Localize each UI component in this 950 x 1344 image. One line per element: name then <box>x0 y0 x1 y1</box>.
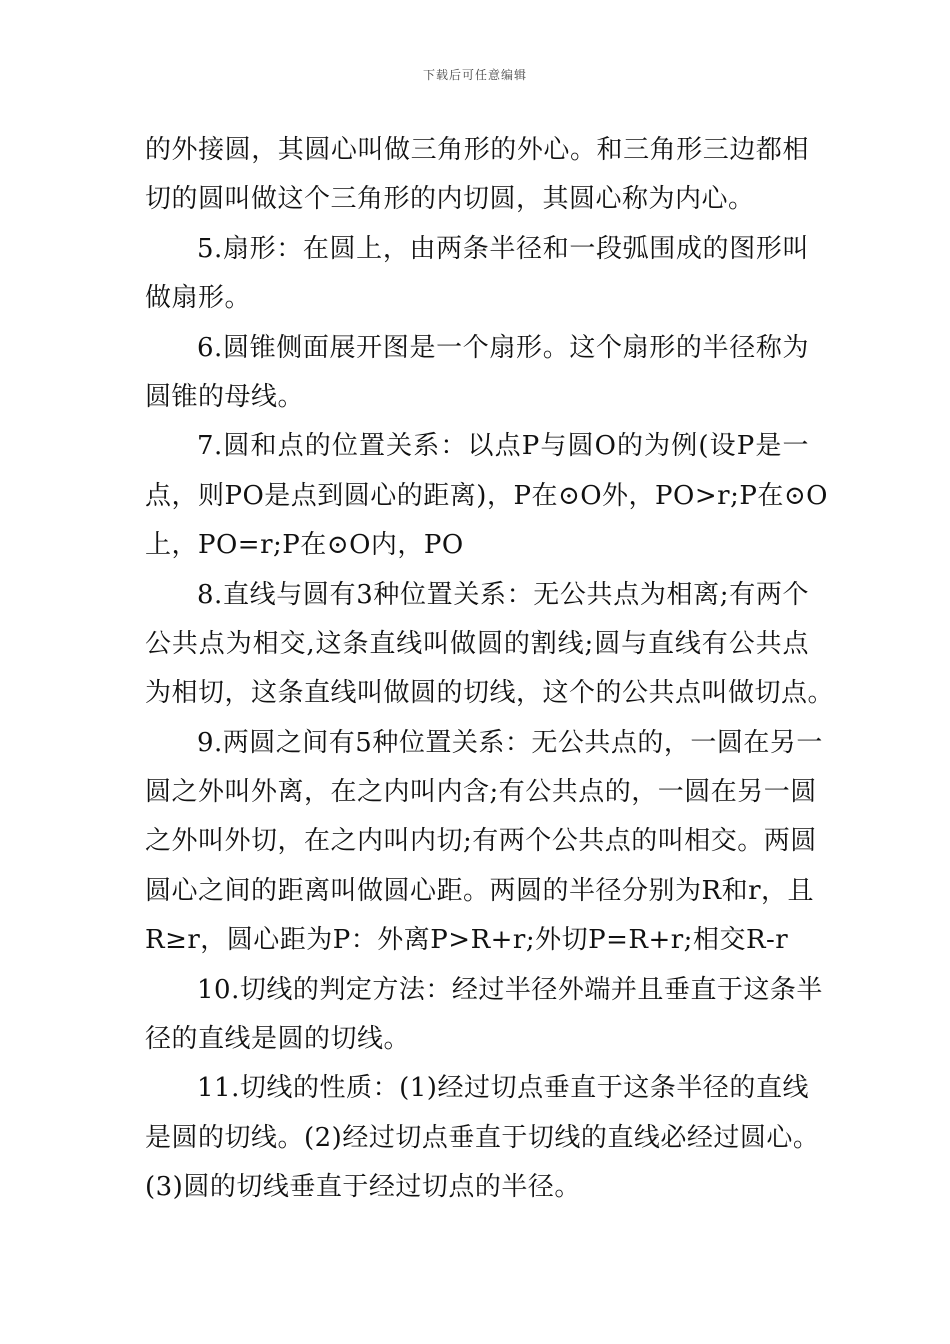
page-header: 下载后可任意编辑 <box>422 68 527 82</box>
text-line: 的外接圆，其圆心叫做三角形的外心。和三角形三边都相 <box>145 135 809 165</box>
text-line: 5.扇形：在圆上，由两条半径和一段弧围成的图形叫 <box>197 233 809 264</box>
text-line: 上，PO=r;P在⊙O内，PO <box>145 530 464 561</box>
text-line: 8.直线与圆有3种位置关系：无公共点为相离;有两个 <box>197 579 809 610</box>
document-body <box>145 126 835 1213</box>
text-line: 点，则PO是点到圆心的距离)，P在⊙O外，PO>r;P在⊙O <box>145 480 828 511</box>
text-line: (3)圆的切线垂直于经过切点的半径。 <box>145 1172 581 1203</box>
text-line: 圆之外叫外离，在之内叫内含;有公共点的，一圆在另一圆 <box>145 777 817 808</box>
text-line: R≥r，圆心距为P：外离P>R+r;外切P=R+r;相交R-r <box>145 925 789 956</box>
text-line: 10.切线的判定方法：经过半径外端并且垂直于这条半 <box>197 974 823 1005</box>
text-line: 是圆的切线。(2)经过切点垂直于切线的直线必经过圆心。 <box>145 1122 820 1153</box>
text-line: 圆锥的母线。 <box>145 381 305 412</box>
text-line: 为相切，这条直线叫做圆的切线，这个的公共点叫做切点。 <box>145 678 835 709</box>
text-line: 做扇形。 <box>145 283 252 314</box>
text-line: 7.圆和点的位置关系：以点P与圆O的为例(设P是一 <box>197 431 809 462</box>
text-line: 圆心之间的距离叫做圆心距。两圆的半径分别为R和r，且 <box>145 875 815 906</box>
text-line: 径的直线是圆的切线。 <box>145 1024 411 1055</box>
text-line: 之外叫外切，在之内叫内切;有两个公共点的叫相交。两圆 <box>145 826 817 857</box>
text-line: 11.切线的性质：(1)经过切点垂直于这条半径的直线 <box>197 1073 809 1104</box>
text-line: 6.圆锥侧面展开图是一个扇形。这个扇形的半径称为 <box>197 332 809 363</box>
text-line: 切的圆叫做这个三角形的内切圆，其圆心称为内心。 <box>145 184 755 215</box>
text-line: 公共点为相交,这条直线叫做圆的割线;圆与直线有公共点 <box>145 628 809 659</box>
text-line: 9.两圆之间有5种位置关系：无公共点的，一圆在另一 <box>197 727 823 758</box>
